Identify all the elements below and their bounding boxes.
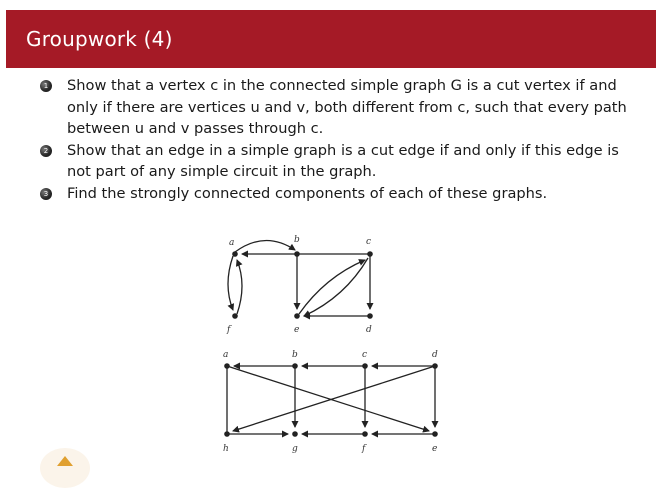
graph2-vertex-b [292, 363, 298, 369]
graph1-label-b: b [294, 235, 300, 245]
graph1-label-d: d [366, 325, 372, 335]
bullet-item-1 [40, 75, 640, 140]
graph1-edge-f-a [237, 260, 242, 314]
graph2-vertex-c [362, 363, 368, 369]
graph2-vertex-f [362, 431, 368, 437]
graph1-edge-a-f [228, 256, 233, 310]
bullet-item-2 [40, 140, 640, 183]
slide-title: Groupwork (4) [26, 27, 173, 51]
graph1-edge-a-b [235, 240, 295, 252]
directed-graph-1 [215, 232, 390, 344]
graph2-vertex-e [432, 431, 438, 437]
graph2-label-h: h [223, 444, 229, 454]
graph1-vertex-a [232, 251, 238, 257]
graph1-edge-c-e [304, 258, 368, 316]
graph1-label-c: c [366, 237, 372, 247]
directed-graph-2 [215, 348, 455, 460]
slide-header [6, 10, 656, 68]
bullet-marker-icon: 2 [40, 145, 52, 157]
bullet-marker-icon: 1 [40, 80, 52, 92]
graph2-vertex-h [224, 431, 230, 437]
graph2-edge-a-e [227, 366, 429, 431]
graph1-label-f: f [227, 325, 231, 335]
bullet-text: Find the strongly connected components of each of these graphs. [67, 184, 548, 202]
bullet-list [40, 75, 640, 204]
graph2-label-e: e [432, 444, 438, 454]
graph2-label-a: a [223, 350, 229, 360]
graph2-edge-d-h [233, 366, 435, 431]
decorative-blob [40, 448, 90, 488]
graph1-vertex-b [294, 251, 300, 257]
graph1-vertex-f [232, 313, 238, 319]
graph2-vertex-d [432, 363, 438, 369]
graph2-vertex-a [224, 363, 230, 369]
graph2-label-b: b [292, 350, 298, 360]
graph1-vertex-c [367, 251, 373, 257]
graph1-vertex-e [294, 313, 300, 319]
graph1-vertex-d [367, 313, 373, 319]
graph2-label-g: g [292, 444, 298, 454]
graph1-edge-e-c [299, 260, 365, 314]
bullet-item-3 [40, 183, 640, 205]
graph2-vertex-g [292, 431, 298, 437]
graph1-label-a: a [229, 238, 235, 248]
bullet-text: Show that an edge in a simple graph is a cut edge if and only if this edge is not part of any simple circuit in the graph. [67, 141, 619, 180]
bullet-text: Show that a vertex c in the connected simple graph G is a cut vertex if and only if there are vertices u and v, both different from c, such that every path between u and v passes through c. [67, 77, 627, 137]
graph2-label-c: c [362, 350, 368, 360]
graph2-label-f: f [362, 444, 366, 454]
graph1-label-e: e [294, 325, 300, 335]
bullet-marker-icon: 3 [40, 188, 52, 200]
graph2-label-d: d [432, 350, 438, 360]
